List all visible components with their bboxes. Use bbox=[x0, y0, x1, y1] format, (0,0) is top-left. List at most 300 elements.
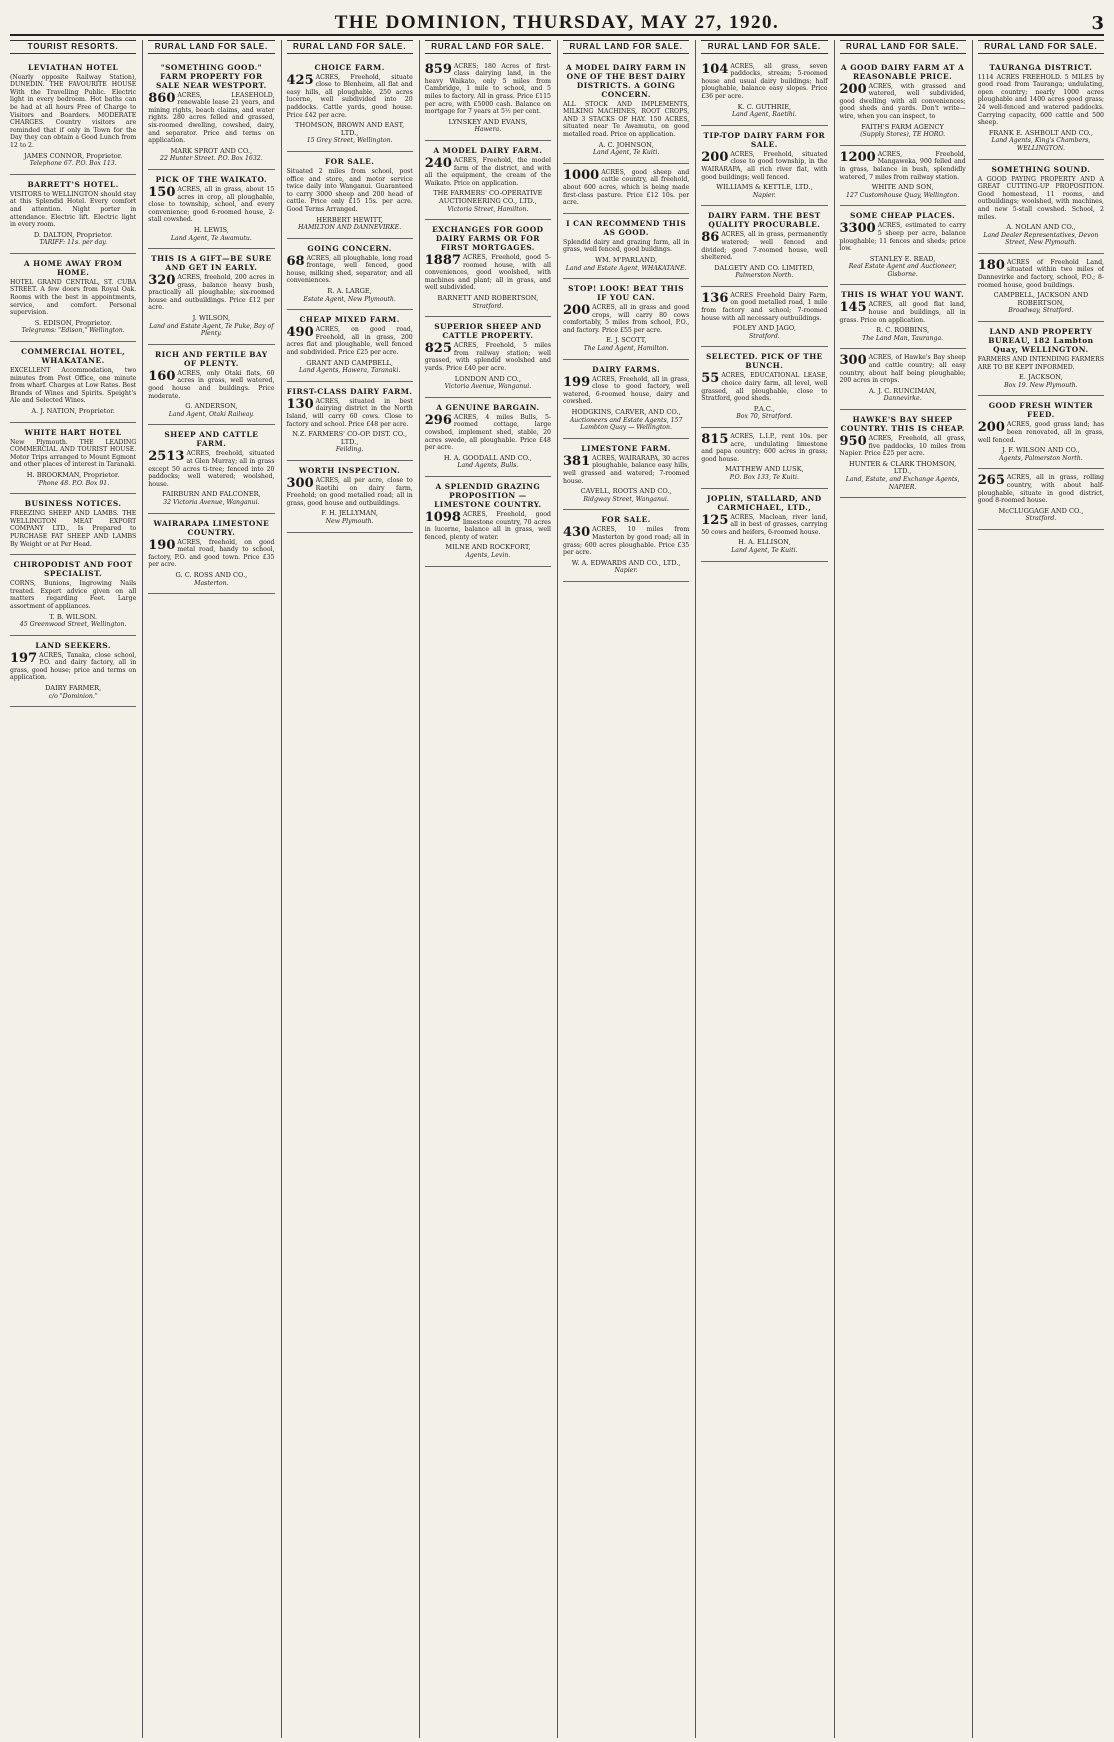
ad-body bbox=[840, 354, 966, 384]
ad-body bbox=[10, 510, 136, 548]
ad-contact: Land Agent, Te Kuiti. bbox=[731, 546, 798, 554]
ad-title: SUPERIOR SHEEP AND CATTLE PROPERTY. bbox=[434, 322, 542, 341]
classified-ad bbox=[10, 423, 136, 495]
ad-body bbox=[840, 435, 966, 458]
classified-ad bbox=[978, 322, 1104, 396]
ad-body bbox=[287, 326, 413, 356]
ad-contact: P.O. Box 133, Te Kuiti. bbox=[729, 473, 799, 481]
ad-text: ACRES, LEASEHOLD, renewable lease 21 years, and mining rights, beach claims, and water rights. 280 acres felled and grassed, six-roomed dwelling, cowshed, dairy, and separator. Price and terms on application. bbox=[148, 91, 275, 145]
ad-title: SOMETHING SOUND. bbox=[991, 164, 1091, 174]
ad-lead-number: 200 bbox=[839, 81, 867, 97]
column-heading: RURAL LAND FOR SALE. bbox=[425, 40, 551, 54]
ad-text: ACRES, L.I.P., rent 10s. per acre, undulating limestone and papa country; 600 acres in grass; good house. bbox=[701, 433, 828, 463]
classified-ad bbox=[701, 347, 827, 428]
classified-ad bbox=[425, 477, 551, 567]
ad-title: RICH AND FERTILE BAY OF PLENTY. bbox=[155, 349, 268, 368]
ad-lead-number: 86 bbox=[701, 230, 720, 246]
classified-ad bbox=[148, 249, 274, 345]
ad-title: THIS IS A GIFT—BE SURE AND GET IN EARLY. bbox=[151, 254, 272, 273]
ad-text: ACRES, EDUCATIONAL LEASE, choice dairy farm, all level, well grassed, all ploughable, close to Stratford, good sheds. bbox=[701, 372, 828, 403]
ad-lead-number: 320 bbox=[148, 273, 176, 289]
ad-body bbox=[10, 652, 136, 682]
ad-body bbox=[840, 83, 966, 121]
ad-signature: THOMSON, BROWN AND EAST, LTD., bbox=[295, 121, 405, 137]
ad-body bbox=[701, 292, 827, 322]
ad-signature: A. C. JOHNSON, bbox=[598, 140, 654, 149]
ad-title: A MODEL DAIRY FARM. bbox=[433, 145, 543, 155]
ad-title: LAND SEEKERS. bbox=[35, 640, 111, 650]
ad-title: SHEEP AND CATTLE FARM. bbox=[164, 430, 259, 449]
column-1 bbox=[10, 40, 136, 1738]
newspaper-title: THE DOMINION, THURSDAY, MAY 27, 1920. bbox=[334, 12, 780, 33]
ad-title: FOR SALE. bbox=[601, 515, 651, 525]
ad-signature: G. C. ROSS AND CO., bbox=[175, 570, 248, 579]
ad-lead-number: 430 bbox=[563, 525, 591, 541]
ad-body bbox=[425, 414, 551, 452]
ad-signature: LYNSKEY AND EVANS, bbox=[448, 117, 528, 126]
classified-ad bbox=[840, 410, 966, 498]
ad-lead-number: 1098 bbox=[424, 509, 461, 525]
ad-title: THIS IS WHAT YOU WANT. bbox=[841, 290, 965, 300]
ad-lead-number: 197 bbox=[10, 650, 38, 666]
ad-body bbox=[425, 157, 551, 187]
ad-lead-number: 2513 bbox=[148, 449, 185, 465]
classified-ad bbox=[978, 160, 1104, 254]
ad-title: LEVIATHAN HOTEL bbox=[28, 62, 119, 72]
classified-ad bbox=[10, 494, 136, 555]
ad-title: TAURANGA DISTRICT. bbox=[989, 62, 1093, 72]
ad-text: ACRES, Freehold, 5 miles from railway station; well grassed, with splendid woolshed and yards. Price £40 per acre. bbox=[424, 342, 551, 373]
ad-body bbox=[287, 255, 413, 285]
ad-contact: Land Agent, Te Kuiti. bbox=[592, 149, 660, 157]
classified-ad bbox=[287, 310, 413, 382]
ad-signature: R. A. LARGE, bbox=[327, 287, 372, 296]
ad-text: ACRES, estimated to carry 5 sheep per acre, balance ploughable; 11 fences and sheds; price low. bbox=[839, 222, 966, 253]
ad-signature: WM. M'PARLAND, bbox=[595, 255, 658, 264]
classified-ad bbox=[425, 398, 551, 477]
ad-text: ACRES, Freehold, situate close to Blenheim, all flat and easy hills, all ploughable, 250 acres lucerne, well subdivided into 20 paddocks. Cattle yards, good house. Price £42 per acre. bbox=[286, 73, 413, 119]
ad-contact: Agents, Palmerston North. bbox=[999, 454, 1083, 462]
ad-text: ACRES, freehold, 200 acres in grass, balance heavy bush, practically all ploughable; six-roomed house and outbuildings. Price £12 per acre. bbox=[148, 274, 275, 312]
ad-text: HOTEL GRAND CENTRAL, ST. CUBA STREET. A few doors from Royal Oak. Rooms with the best in appointments, service, and comfort. Personal supervision. bbox=[10, 278, 137, 317]
ad-title: CHOICE FARM. bbox=[314, 62, 385, 72]
ad-contact: Land Agent, Te Awamutu. bbox=[170, 234, 252, 242]
ad-title: CHIROPODIST AND FOOT SPECIALIST. bbox=[13, 560, 133, 579]
classified-ad bbox=[563, 439, 689, 511]
ad-body bbox=[978, 74, 1104, 127]
ad-signature: WHITE AND SON, bbox=[871, 183, 934, 192]
ad-body bbox=[978, 356, 1104, 371]
ad-body bbox=[563, 101, 689, 139]
ad-body bbox=[148, 274, 274, 312]
ad-body bbox=[840, 301, 966, 324]
classified-ad bbox=[563, 164, 689, 214]
ad-body bbox=[10, 279, 136, 317]
ad-contact: Telephone 67. P.O. Box 113. bbox=[29, 160, 117, 168]
ad-text: ACRES, Freehold, situated close to good township, in the WAIRARAPA, all rich river flat, with good buildings; well fenced. bbox=[701, 150, 828, 181]
ad-text: ACRES, all grass, seven paddocks, stream; 5-roomed house and usual dairy buildings; half ploughable, balance easy slopes. Price £36 per acre. bbox=[701, 62, 828, 100]
ad-text: ACRES, all in grass and good crops, will carry 80 cows comfortably, 5 miles from school, P.O., and factory. Price £55 per acre. bbox=[563, 304, 690, 334]
ad-contact: HAMILTON AND DANNEVIRKE. bbox=[298, 224, 402, 232]
ad-signature: THE FARMERS' CO-OPERATIVE AUCTIONEERING CO., LTD., bbox=[433, 189, 543, 205]
ad-title: WORTH INSPECTION. bbox=[299, 465, 401, 475]
ad-text: Situated 2 miles from school, post office and store, and motor service twice daily into Wanganui. Guaranteed to carry 3000 sheep and 200 head of cattle. Price only £15 15s. per acre. Good Terms Arranged. bbox=[286, 167, 413, 213]
ad-lead-number: 104 bbox=[701, 61, 729, 77]
ad-contact: Victoria Street, Hamilton. bbox=[447, 205, 529, 213]
classified-ad bbox=[287, 152, 413, 239]
ad-lead-number: 860 bbox=[148, 90, 176, 106]
ad-text: FARMERS AND INTENDING FARMERS ARE TO BE KEPT INFORMED. bbox=[977, 356, 1104, 371]
classified-ad bbox=[701, 126, 827, 207]
ad-contact: TARIFF: 11s. per day. bbox=[39, 239, 107, 247]
ad-text: FREEZING SHEEP AND LAMBS. THE WELLINGTON MEAT EXPORT COMPANY LTD., Is Prepared to PURCHASE FAT SHEEP AND LAMBS By Weight or at Per Head. bbox=[10, 510, 137, 548]
ad-text: ACRES, Freehold, good 5-roomed house, with all conveniences, good woolshed, with machines and plant; all in grass, and well subdivided. bbox=[424, 254, 551, 292]
ad-contact: The Land Man, Tauranga. bbox=[862, 334, 944, 342]
ad-signature: G. ANDERSON, bbox=[185, 402, 238, 411]
ad-text: ACRES, all in grass, permanently watered; well fenced and divided; good 7-roomed house, well sheltered. bbox=[701, 231, 828, 262]
ad-lead-number: 859 bbox=[424, 61, 452, 77]
ad-text: Splendid dairy and grazing farm, all in grass, well fenced, good buildings. bbox=[563, 238, 690, 254]
ad-contact: Auctioneers and Estate Agents, 157 Lambton Quay — Wellington. bbox=[569, 416, 683, 432]
ad-text: ACRES, 10 miles from Masterton by good road; all in grass; 600 acres ploughable. Price £35 per acre. bbox=[563, 526, 690, 557]
ad-body bbox=[10, 439, 136, 469]
ad-lead-number: 1000 bbox=[563, 167, 600, 183]
ad-title: WAIRARAPA LIMESTONE COUNTRY. bbox=[153, 518, 270, 537]
ad-contact: Ridgway Street, Wanganui. bbox=[583, 495, 669, 503]
column-3 bbox=[281, 40, 413, 1738]
columns-container bbox=[10, 40, 1104, 1738]
ad-signature: CAVELL, ROOTS AND CO., bbox=[580, 487, 672, 496]
ad-lead-number: 199 bbox=[563, 374, 591, 390]
column-heading: RURAL LAND FOR SALE. bbox=[563, 40, 689, 54]
column-heading: RURAL LAND FOR SALE. bbox=[287, 40, 413, 54]
ad-lead-number: 200 bbox=[563, 303, 591, 319]
classified-ad bbox=[148, 425, 274, 513]
ad-signature: P.A.C., bbox=[753, 404, 775, 413]
ad-contact: Broadway, Stratford. bbox=[1008, 307, 1074, 315]
column-6 bbox=[695, 40, 827, 1738]
ad-contact: Napier. bbox=[614, 567, 638, 575]
classified-ad bbox=[10, 58, 136, 175]
classified-ad bbox=[840, 58, 966, 146]
ad-title: STOP! LOOK! BEAT THIS IF YOU CAN. bbox=[568, 284, 685, 303]
column-5 bbox=[557, 40, 689, 1738]
classified-ad bbox=[10, 175, 136, 254]
ad-text: ACRES, situated in best dairying district in the North Island, will carry 60 cows. Close to factory and school. Price £48 per acre. bbox=[286, 397, 413, 428]
ad-body bbox=[287, 74, 413, 120]
ad-body bbox=[148, 539, 274, 569]
ad-text: ACRES, Tanaka, close school, P.O. and dairy factory, all in grass, good house; price and terms on application. bbox=[10, 651, 137, 682]
ad-text: VISITORS to WELLINGTON should stay at this Splendid Hotel. Every comfort and attention. Night porter in attendance. Electric lift. Electric light in every room. bbox=[10, 190, 137, 229]
ad-body bbox=[840, 151, 966, 181]
ad-lead-number: 130 bbox=[286, 396, 314, 412]
ad-title: "SOMETHING GOOD." FARM PROPERTY FOR SALE NEAR WESTPORT. bbox=[156, 62, 267, 90]
ad-contact: Feilding. bbox=[335, 446, 364, 454]
ad-signature: H. LEWIS, bbox=[193, 225, 229, 234]
ad-contact: Napier. bbox=[752, 191, 776, 199]
ad-signature: WILLIAMS & KETTLE, LTD., bbox=[716, 183, 813, 192]
ad-body bbox=[148, 370, 274, 400]
ad-text: 1114 ACRES FREEHOLD. 5 MILES by good road from Tauranga; undulating, open country; nearly 1000 acres ploughable and 1400 acres good grass; 24 well-fenced and watered paddocks. Carrying capacity, 600 cattle and 500 sheep. bbox=[977, 73, 1104, 127]
classified-ad bbox=[10, 555, 136, 636]
ad-lead-number: 160 bbox=[148, 368, 176, 384]
ad-signature: E. JACKSON, bbox=[1019, 373, 1063, 382]
classified-ad bbox=[701, 489, 827, 562]
classified-ad bbox=[978, 254, 1104, 322]
classified-ad bbox=[978, 396, 1104, 469]
ad-title: A HOME AWAY FROM HOME. bbox=[23, 258, 123, 277]
ad-lead-number: 55 bbox=[701, 371, 720, 387]
classified-ad bbox=[563, 279, 689, 360]
ad-text: ACRES; 180 Acres of first-class dairying land, in the heavy Waikato, only 5 miles from Cambridge, 1 mile to school, and 5 miles to factory. All in grass. Price £115 per acre, with £5000 cash. Balance on mortgage for 7 years at 5½ per cent. bbox=[424, 62, 551, 116]
ad-title: SOME CHEAP PLACES. bbox=[850, 211, 956, 221]
classified-ad bbox=[978, 58, 1104, 160]
ad-contact: Real Estate Agent and Auctioneer, Gisborne. bbox=[848, 263, 957, 278]
classified-ad bbox=[563, 360, 689, 439]
classified-ad bbox=[425, 220, 551, 317]
ad-body bbox=[10, 74, 136, 150]
ad-lead-number: 1887 bbox=[424, 253, 461, 269]
ad-signature: A. NOLAN AND CO., bbox=[1006, 223, 1076, 232]
ad-signature: J. F. WILSON AND CO., bbox=[1001, 446, 1080, 455]
ad-signature: E. J. SCOTT, bbox=[605, 336, 647, 345]
ad-body bbox=[425, 63, 551, 116]
ad-signature: MATTHEW AND LUSK, bbox=[725, 465, 804, 474]
ad-body bbox=[10, 367, 136, 405]
ad-body bbox=[840, 222, 966, 252]
ad-signature: HODGKINS, CARVER, AND CO., bbox=[571, 408, 681, 417]
ad-lead-number: 265 bbox=[977, 473, 1005, 489]
ad-signature: DAIRY FARMER, bbox=[45, 684, 102, 693]
ad-body bbox=[563, 239, 689, 254]
ad-text: ACRES, all in grass, rolling country, with about half-ploughable, situate in good district, good 8-roomed house. bbox=[977, 474, 1104, 505]
ad-text: ACRES, on good road, Freehold, all in grass, 200 acres flat and ploughable, well fenced and subdivided. Price £25 per acre. bbox=[286, 326, 413, 357]
classified-ad bbox=[287, 239, 413, 311]
ad-lead-number: 825 bbox=[424, 341, 452, 357]
ad-contact: (Supply Stores), TE HORO. bbox=[860, 131, 946, 139]
ad-lead-number: 68 bbox=[286, 253, 305, 269]
ad-contact: c/o "Dominion." bbox=[48, 692, 98, 700]
page-number: 3 bbox=[1091, 13, 1104, 34]
column-7 bbox=[834, 40, 966, 1738]
column-8 bbox=[972, 40, 1104, 1738]
ad-text: ACRES, Freehold, all grass, five paddocks, 10 miles from Napier. Price £25 per acre. bbox=[839, 435, 966, 458]
ad-signature: CAMPBELL, JACKSON AND ROBERTSON, bbox=[993, 291, 1089, 307]
classified-ad bbox=[148, 170, 274, 249]
ad-signature: N.Z. FARMERS' CO-OP. DIST. CO., LTD., bbox=[292, 430, 407, 446]
column-heading: RURAL LAND FOR SALE. bbox=[840, 40, 966, 54]
ad-contact: Victoria Avenue, Wanganui. bbox=[444, 383, 532, 391]
ad-signature: HERBERT HEWITT, bbox=[316, 215, 383, 224]
ad-signature: FOLEY AND JAGO, bbox=[732, 324, 797, 333]
ad-signature: A. J. C. RUNCIMAN, bbox=[869, 386, 937, 395]
ad-text: ACRES, only Otaki flats, 60 acres in grass, well watered, good house and buildings. Price moderate. bbox=[148, 369, 275, 400]
ad-text: CORNS, Bunions, Ingrowing Nails treated. Expert advice given on all matters regarding Feet. Large assortment of appliances. bbox=[10, 580, 137, 610]
ad-contact: Land Agents, Hawera, Taranaki. bbox=[298, 367, 401, 375]
ad-contact: 127 Customhouse Quay, Wellington. bbox=[846, 191, 960, 199]
ad-text: ACRES, all in grass, about 15 acres in crop, all ploughable, close to township, school, and every convenience; good 6-roomed house, 2-stall cowshed. bbox=[148, 185, 275, 224]
ad-title: CHEAP MIXED FARM. bbox=[299, 315, 400, 325]
ad-title: EXCHANGES FOR GOOD DAIRY FARMS OR FOR FIRST MORTGAGES. bbox=[432, 225, 544, 253]
ad-signature: S. EDISON, Proprietor. bbox=[34, 318, 112, 327]
ad-contact: Stratford. bbox=[1025, 515, 1057, 523]
ad-signature: H. BROOKMAN, Proprietor. bbox=[26, 470, 120, 479]
ad-text: New Plymouth. THE LEADING COMMERCIAL AND TOURIST HOUSE. Motor Trips arranged to Mount Egmont and other places of interest in Taranaki. bbox=[10, 438, 137, 469]
ad-text: ACRES, Freehold, Mangaweka, 900 felled and in grass, balance in bush, splendidly watered, 7 miles from railway station. bbox=[839, 150, 966, 181]
ad-body bbox=[425, 511, 551, 541]
ad-title: GOING CONCERN. bbox=[307, 243, 392, 253]
ad-contact: Stratford. bbox=[748, 332, 780, 340]
ad-signature: A. J. NATION, Proprietor. bbox=[31, 407, 115, 415]
ad-title: DAIRY FARM. THE BEST QUALITY PROCURABLE. bbox=[707, 211, 821, 230]
ad-contact: Box 19. New Plymouth. bbox=[1004, 381, 1078, 389]
ad-signature: W. A. EDWARDS AND CO., LTD., bbox=[571, 558, 681, 567]
ad-text: ACRES, 4 miles Bulls, 5-roomed cottage, large cowshed, implement shed, stable, 20 acres swede, all ploughable. Price £48 per acre. bbox=[424, 413, 551, 452]
ad-text: ACRES, with grassed and watered, well subdivided, good dwelling with all conveniences; good sheds and yards. Don't write—wire, when you can inspect, to bbox=[839, 82, 966, 120]
ad-text: ACRES of Freehold Land, situated within two miles of Dannevirke and factory, school, P.O.; 8-roomed house, good buildings. bbox=[977, 258, 1104, 289]
classified-ad bbox=[701, 428, 827, 489]
ad-title: BUSINESS NOTICES. bbox=[24, 499, 122, 509]
ad-signature: GRANT AND CAMPBELL, bbox=[306, 358, 393, 367]
ad-contact: Box 70, Stratford. bbox=[736, 413, 793, 421]
ad-lead-number: 950 bbox=[839, 434, 867, 449]
classified-ad bbox=[425, 317, 551, 398]
ad-signature: FRANK E. ASHBOLT AND CO., bbox=[988, 128, 1093, 137]
ad-lead-number: 200 bbox=[701, 149, 729, 165]
ad-body bbox=[701, 231, 827, 261]
ad-text: ACRES, all ploughable, long road frontage, well fenced, good house, milking shed, separator, and all conveniences. bbox=[286, 254, 413, 285]
classified-ad bbox=[287, 461, 413, 533]
ad-signature: STANLEY E. READ, bbox=[869, 254, 936, 263]
classified-ad bbox=[287, 58, 413, 152]
ad-contact: Masterton. bbox=[194, 579, 229, 587]
ad-contact: 22 Hunter Street. P.O. Box 1632. bbox=[160, 155, 263, 163]
ad-title: A SPLENDID GRAZING PROPOSITION —LIMESTONE COUNTRY. bbox=[434, 481, 542, 509]
classified-ad bbox=[148, 345, 274, 426]
column-heading: TOURIST RESORTS. bbox=[10, 40, 136, 54]
ad-text: A GOOD PAYING PROPERTY AND A GREAT CUTTING-UP PROPOSITION. Good homestead, 11 rooms, and outbuildings; woolshed, with machines, and new 5-stall cowshed. School, 2 miles. bbox=[977, 175, 1104, 221]
ad-text: (Nearly opposite Railway Station), DUNEDIN. THE FAVOURITE HOUSE With the Travelling Public. Electric light in every bedroom. Hot baths can be had at all hours Free of Charge to Visitors and Boarders. MODERATE CHARGES. Country visitors are reminded that if only in Town for the Day they can obtain a Good Lunch from 12 to 2. bbox=[10, 73, 137, 149]
ad-contact: Land Agent, Raetihi. bbox=[731, 111, 797, 119]
ad-contact: Land and Estate Agent, WHAKATANE. bbox=[565, 264, 687, 272]
ad-signature: H. A. ELLISON, bbox=[738, 538, 791, 547]
ad-lead-number: 145 bbox=[839, 300, 867, 316]
ad-text: ALL STOCK AND IMPLEMENTS, MILKING MACHINES, ROOT CROPS, AND 3 STACKS OF HAY. 150 ACRES, situated near Te Awamutu, on good metalled road. Price on application. bbox=[563, 100, 690, 138]
ad-contact: Agents, Levin. bbox=[465, 551, 511, 559]
ad-body bbox=[978, 474, 1104, 504]
ad-title: HAWKE'S BAY SHEEP COUNTRY. THIS IS CHEAP. bbox=[840, 415, 965, 433]
column-4 bbox=[419, 40, 551, 1738]
ad-contact: Land Agents, King's Chambers, WELLINGTON. bbox=[991, 137, 1091, 152]
classified-ad bbox=[840, 285, 966, 349]
ad-lead-number: 1200 bbox=[839, 149, 876, 165]
ad-signature: LONDON AND CO., bbox=[454, 374, 522, 383]
ad-title: COMMERCIAL HOTEL, WHAKATANE. bbox=[21, 347, 126, 366]
ad-contact: Land Agent, Otaki Railway. bbox=[168, 410, 254, 418]
ad-body bbox=[287, 398, 413, 428]
ad-body bbox=[701, 151, 827, 181]
ad-body bbox=[701, 514, 827, 537]
ad-body bbox=[563, 169, 689, 207]
ad-text: ACRES, freehold, on good metal road, handy to school, factory, P.O. and good town. Price £35 per acre. bbox=[148, 538, 275, 569]
ad-signature: McCLUGGAGE AND CO., bbox=[998, 506, 1084, 515]
ad-contact: Land and Estate Agent, Te Puke, Bay of Plenty. bbox=[149, 322, 274, 338]
ad-body bbox=[287, 168, 413, 214]
ad-lead-number: 136 bbox=[701, 290, 729, 306]
classified-ad bbox=[840, 146, 966, 207]
ad-lead-number: 200 bbox=[977, 420, 1005, 436]
ad-contact: Land, Estate, and Exchange Agents, NAPIER. bbox=[845, 475, 960, 491]
ad-contact: Palmerston North. bbox=[735, 272, 794, 280]
ad-lead-number: 190 bbox=[148, 537, 176, 553]
ad-body bbox=[148, 186, 274, 224]
ad-lead-number: 300 bbox=[839, 353, 867, 369]
classified-ad bbox=[10, 636, 136, 708]
ad-signature: JAMES CONNOR, Proprietor. bbox=[24, 151, 123, 160]
ad-signature: HUNTER & CLARK THOMSON, LTD., bbox=[849, 459, 957, 476]
ad-title: LAND AND PROPERTY BUREAU, 182 Lambton Quay, WELLINGTON. bbox=[988, 327, 1094, 355]
ad-text: ACRES, of Hawke's Bay sheep and cattle country; all easy country, about half being ploughable; 200 acres in crops. bbox=[839, 354, 966, 385]
ad-body bbox=[563, 304, 689, 334]
ad-body bbox=[978, 176, 1104, 222]
ad-signature: T. B. WILSON. bbox=[49, 612, 98, 621]
ad-body bbox=[978, 421, 1104, 444]
ad-body bbox=[701, 433, 827, 463]
ad-text: ACRES, all per acre, close to Raetihi on dairy farm, Freehold; on good metalled road; all in grass, good house and outbuildings. bbox=[286, 476, 413, 507]
ad-body bbox=[701, 372, 827, 402]
ad-body bbox=[10, 580, 136, 610]
column-heading: RURAL LAND FOR SALE. bbox=[148, 40, 274, 54]
ad-text: ACRES, good sheep and cattle country, all freehold, about 600 acres, which is being made first-class pasture. Price £12 10s. per acre. bbox=[563, 168, 690, 207]
classified-ad bbox=[701, 206, 827, 287]
ad-signature: H. A. GOODALL AND CO., bbox=[443, 453, 532, 462]
ad-text: ACRES, freehold, situated at Glen Murray; all in grass except 50 acres ti-tree; fenced into 20 paddocks; well watered; woolshed, house. bbox=[148, 450, 275, 488]
ad-text: EXCELLENT Accommodation, two minutes from Post Office, one minute from wharf. Charges at Low Rates. Best Brands of Wines and Spirits. Speight's Ale and Selected Wines. bbox=[10, 367, 137, 405]
ad-body bbox=[978, 259, 1104, 289]
ad-signature: MILNE AND ROCKFORT, bbox=[445, 543, 531, 552]
ad-contact: Telegrams: "Edison," Wellington. bbox=[21, 327, 125, 335]
ad-title: A MODEL DAIRY FARM IN ONE OF THE BEST DAIRY DISTRICTS. A GOING CONCERN. bbox=[565, 62, 687, 99]
classified-ad bbox=[840, 349, 966, 410]
ad-signature: R. C. ROBBINS, bbox=[876, 326, 930, 335]
ad-contact: Hawera. bbox=[474, 126, 502, 134]
ad-contact: 45 Greenwood Street, Wellington. bbox=[19, 621, 127, 629]
ad-contact: 'Phone 48. P.O. Box 91. bbox=[37, 479, 110, 487]
ad-title: WHITE HART HOTEL bbox=[24, 427, 122, 437]
classified-ad bbox=[563, 214, 689, 279]
ad-signature: D. DALTON, Proprietor. bbox=[33, 230, 113, 239]
ad-title: TIP-TOP DAIRY FARM FOR SALE. bbox=[703, 130, 826, 149]
classified-ad bbox=[425, 141, 551, 220]
ad-signature: F. H. JELLYMAN, bbox=[321, 509, 379, 518]
ad-text: ACRES, good grass land; has been renovated, all in grass, well fenced. bbox=[977, 421, 1104, 444]
masthead bbox=[10, 8, 1104, 36]
ad-contact: Stratford. bbox=[472, 302, 504, 310]
classified-ad bbox=[425, 58, 551, 141]
ad-text: ACRES, all good flat land, house and buildings, all in grass. Price on application. bbox=[839, 301, 966, 324]
ad-text: ACRES, Freehold, the model farm of the district, and with all the equipment, the cream of the Waikato. Price on application. bbox=[424, 156, 551, 187]
ad-title: FIRST-CLASS DAIRY FARM. bbox=[286, 386, 413, 396]
ad-title: BARRETT'S HOTEL. bbox=[27, 179, 119, 189]
classified-ad bbox=[148, 58, 274, 170]
ad-contact: Land Dealer Representatives, Devon Street, New Plymouth. bbox=[983, 231, 1099, 247]
ad-lead-number: 3300 bbox=[839, 221, 876, 237]
ad-signature: DALGETY AND CO. LIMITED, bbox=[714, 263, 815, 272]
ad-text: ACRES, WAIRARAPA, 30 acres ploughable, balance easy hills, well grassed and watered; 7-roomed house. bbox=[563, 454, 690, 485]
classified-ad bbox=[701, 287, 827, 348]
ad-body bbox=[148, 450, 274, 488]
ad-contact: New Plymouth. bbox=[325, 517, 374, 525]
